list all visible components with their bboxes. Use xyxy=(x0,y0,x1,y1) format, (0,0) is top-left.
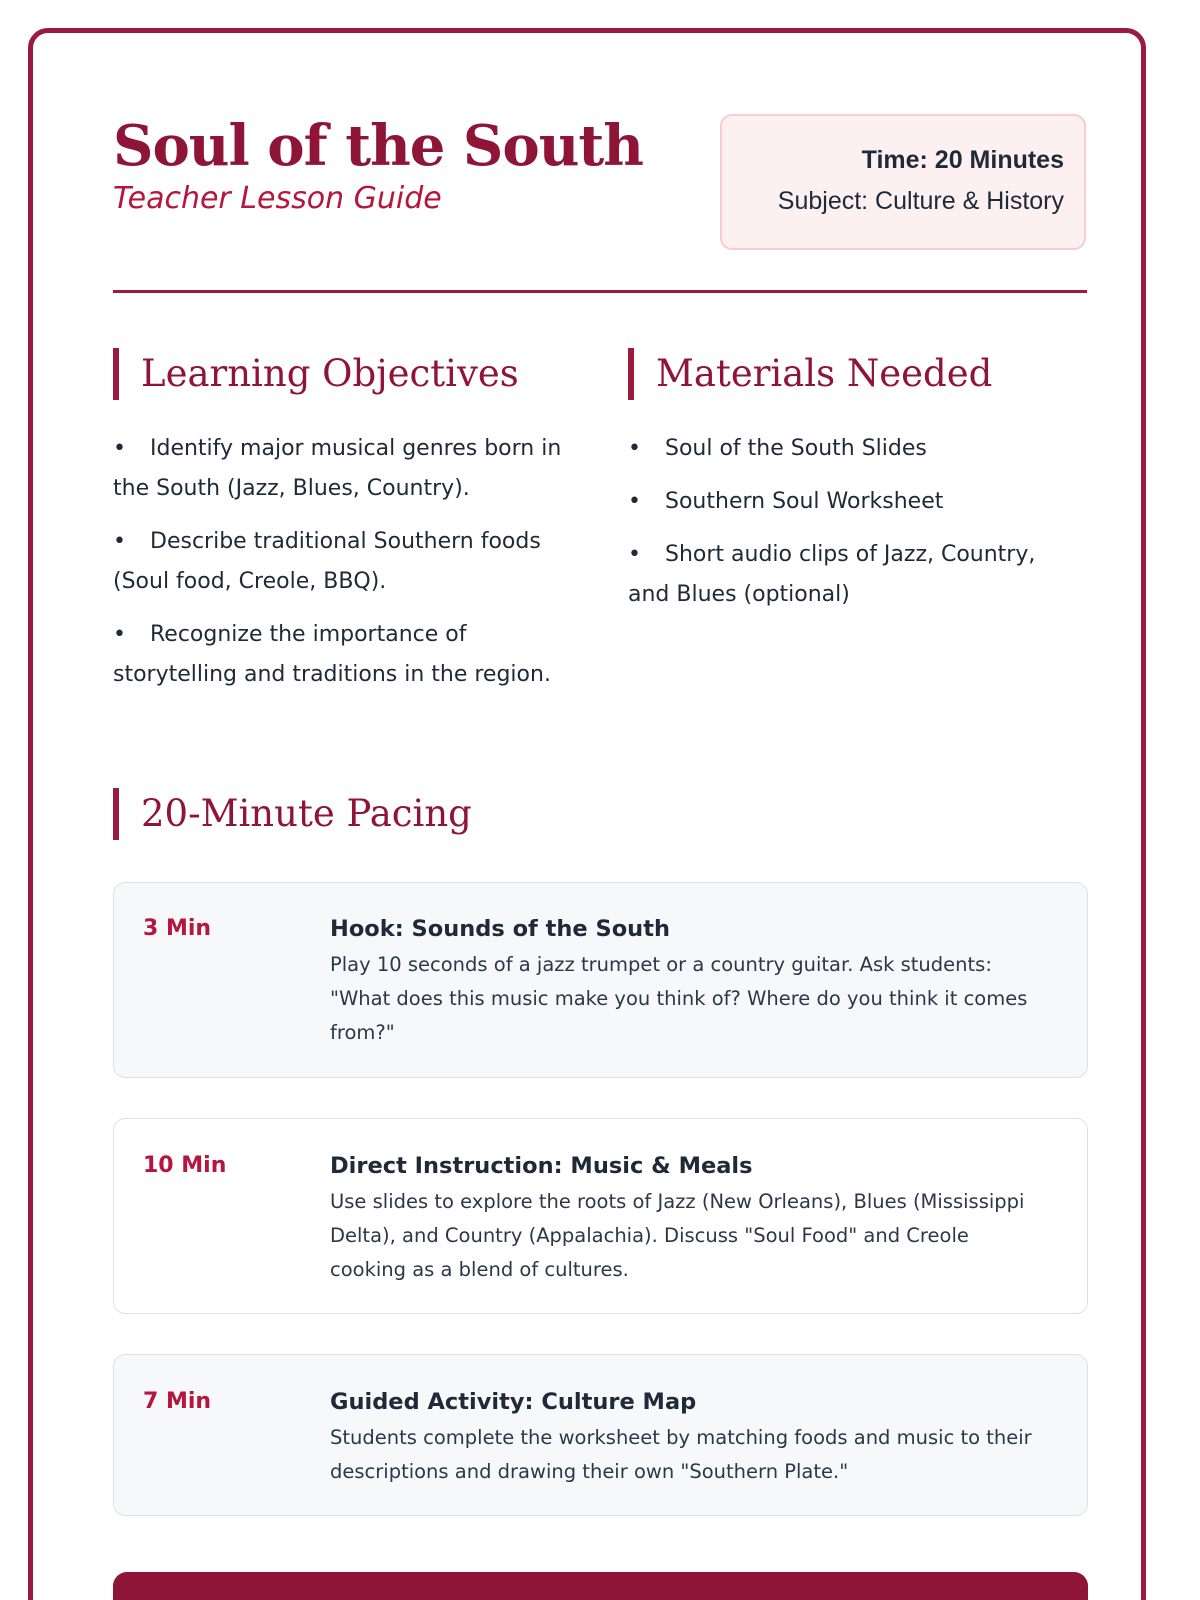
bullet-icon: • xyxy=(628,436,641,461)
pacing-block-body: Students complete the worksheet by matching foods and music to their descriptions and drawing their own "Southern Plate." xyxy=(330,1426,1032,1483)
bullet-icon: • xyxy=(113,529,126,554)
pacing-heading-bar xyxy=(113,788,119,840)
pacing-block-title: Direct Instruction: Music & Meals xyxy=(330,1153,753,1179)
pacing-block-time: 10 Min xyxy=(143,1153,227,1178)
lesson-subtitle: Teacher Lesson Guide xyxy=(113,181,442,216)
bullet-icon: • xyxy=(113,622,126,647)
objectives-list xyxy=(113,429,573,708)
pacing-block-body: Use slides to explore the roots of Jazz (New Orleans), Blues (Mississippi Delta), and Country (Appalachia). Discuss "Soul Food" and Creole cooking as a blend of cultures. xyxy=(330,1190,1025,1281)
bullet-icon: • xyxy=(628,489,641,514)
material-item: • Soul of the South Slides xyxy=(628,429,1083,469)
objectives-heading: Learning Objectives xyxy=(141,352,519,395)
pacing-block-time: 7 Min xyxy=(143,1389,212,1414)
objective-item: • Identify major musical genres born in the South (Jazz, Blues, Country). xyxy=(113,429,573,509)
header-divider xyxy=(113,290,1087,293)
footer-bar xyxy=(113,1572,1088,1600)
pacing-block-title: Hook: Sounds of the South xyxy=(330,916,670,942)
bullet-icon: • xyxy=(113,436,126,461)
bullet-icon: • xyxy=(628,542,641,567)
pacing-block-title: Guided Activity: Culture Map xyxy=(330,1389,697,1415)
materials-heading-bar xyxy=(628,348,634,400)
materials-list xyxy=(628,429,1083,628)
lesson-meta-box xyxy=(720,114,1086,250)
lesson-subject: Subject: Culture & History xyxy=(777,187,1064,215)
lesson-time: Time: 20 Minutes xyxy=(861,146,1064,174)
material-item: • Short audio clips of Jazz, Country, and Blues (optional) xyxy=(628,535,1083,615)
objective-item: • Describe traditional Southern foods (Soul food, Creole, BBQ). xyxy=(113,522,573,602)
pacing-block-time: 3 Min xyxy=(143,916,212,941)
material-item: • Southern Soul Worksheet xyxy=(628,482,1083,522)
lesson-title: Soul of the South xyxy=(113,113,644,179)
objective-item: • Recognize the importance of storytelling and traditions in the region. xyxy=(113,615,573,695)
pacing-block-body: Play 10 seconds of a jazz trumpet or a country guitar. Ask students: "What does this music make you think of? Where do you think it comes from?" xyxy=(330,953,1028,1044)
materials-heading: Materials Needed xyxy=(656,352,993,395)
objectives-heading-bar xyxy=(113,348,119,400)
pacing-heading: 20-Minute Pacing xyxy=(141,792,472,835)
